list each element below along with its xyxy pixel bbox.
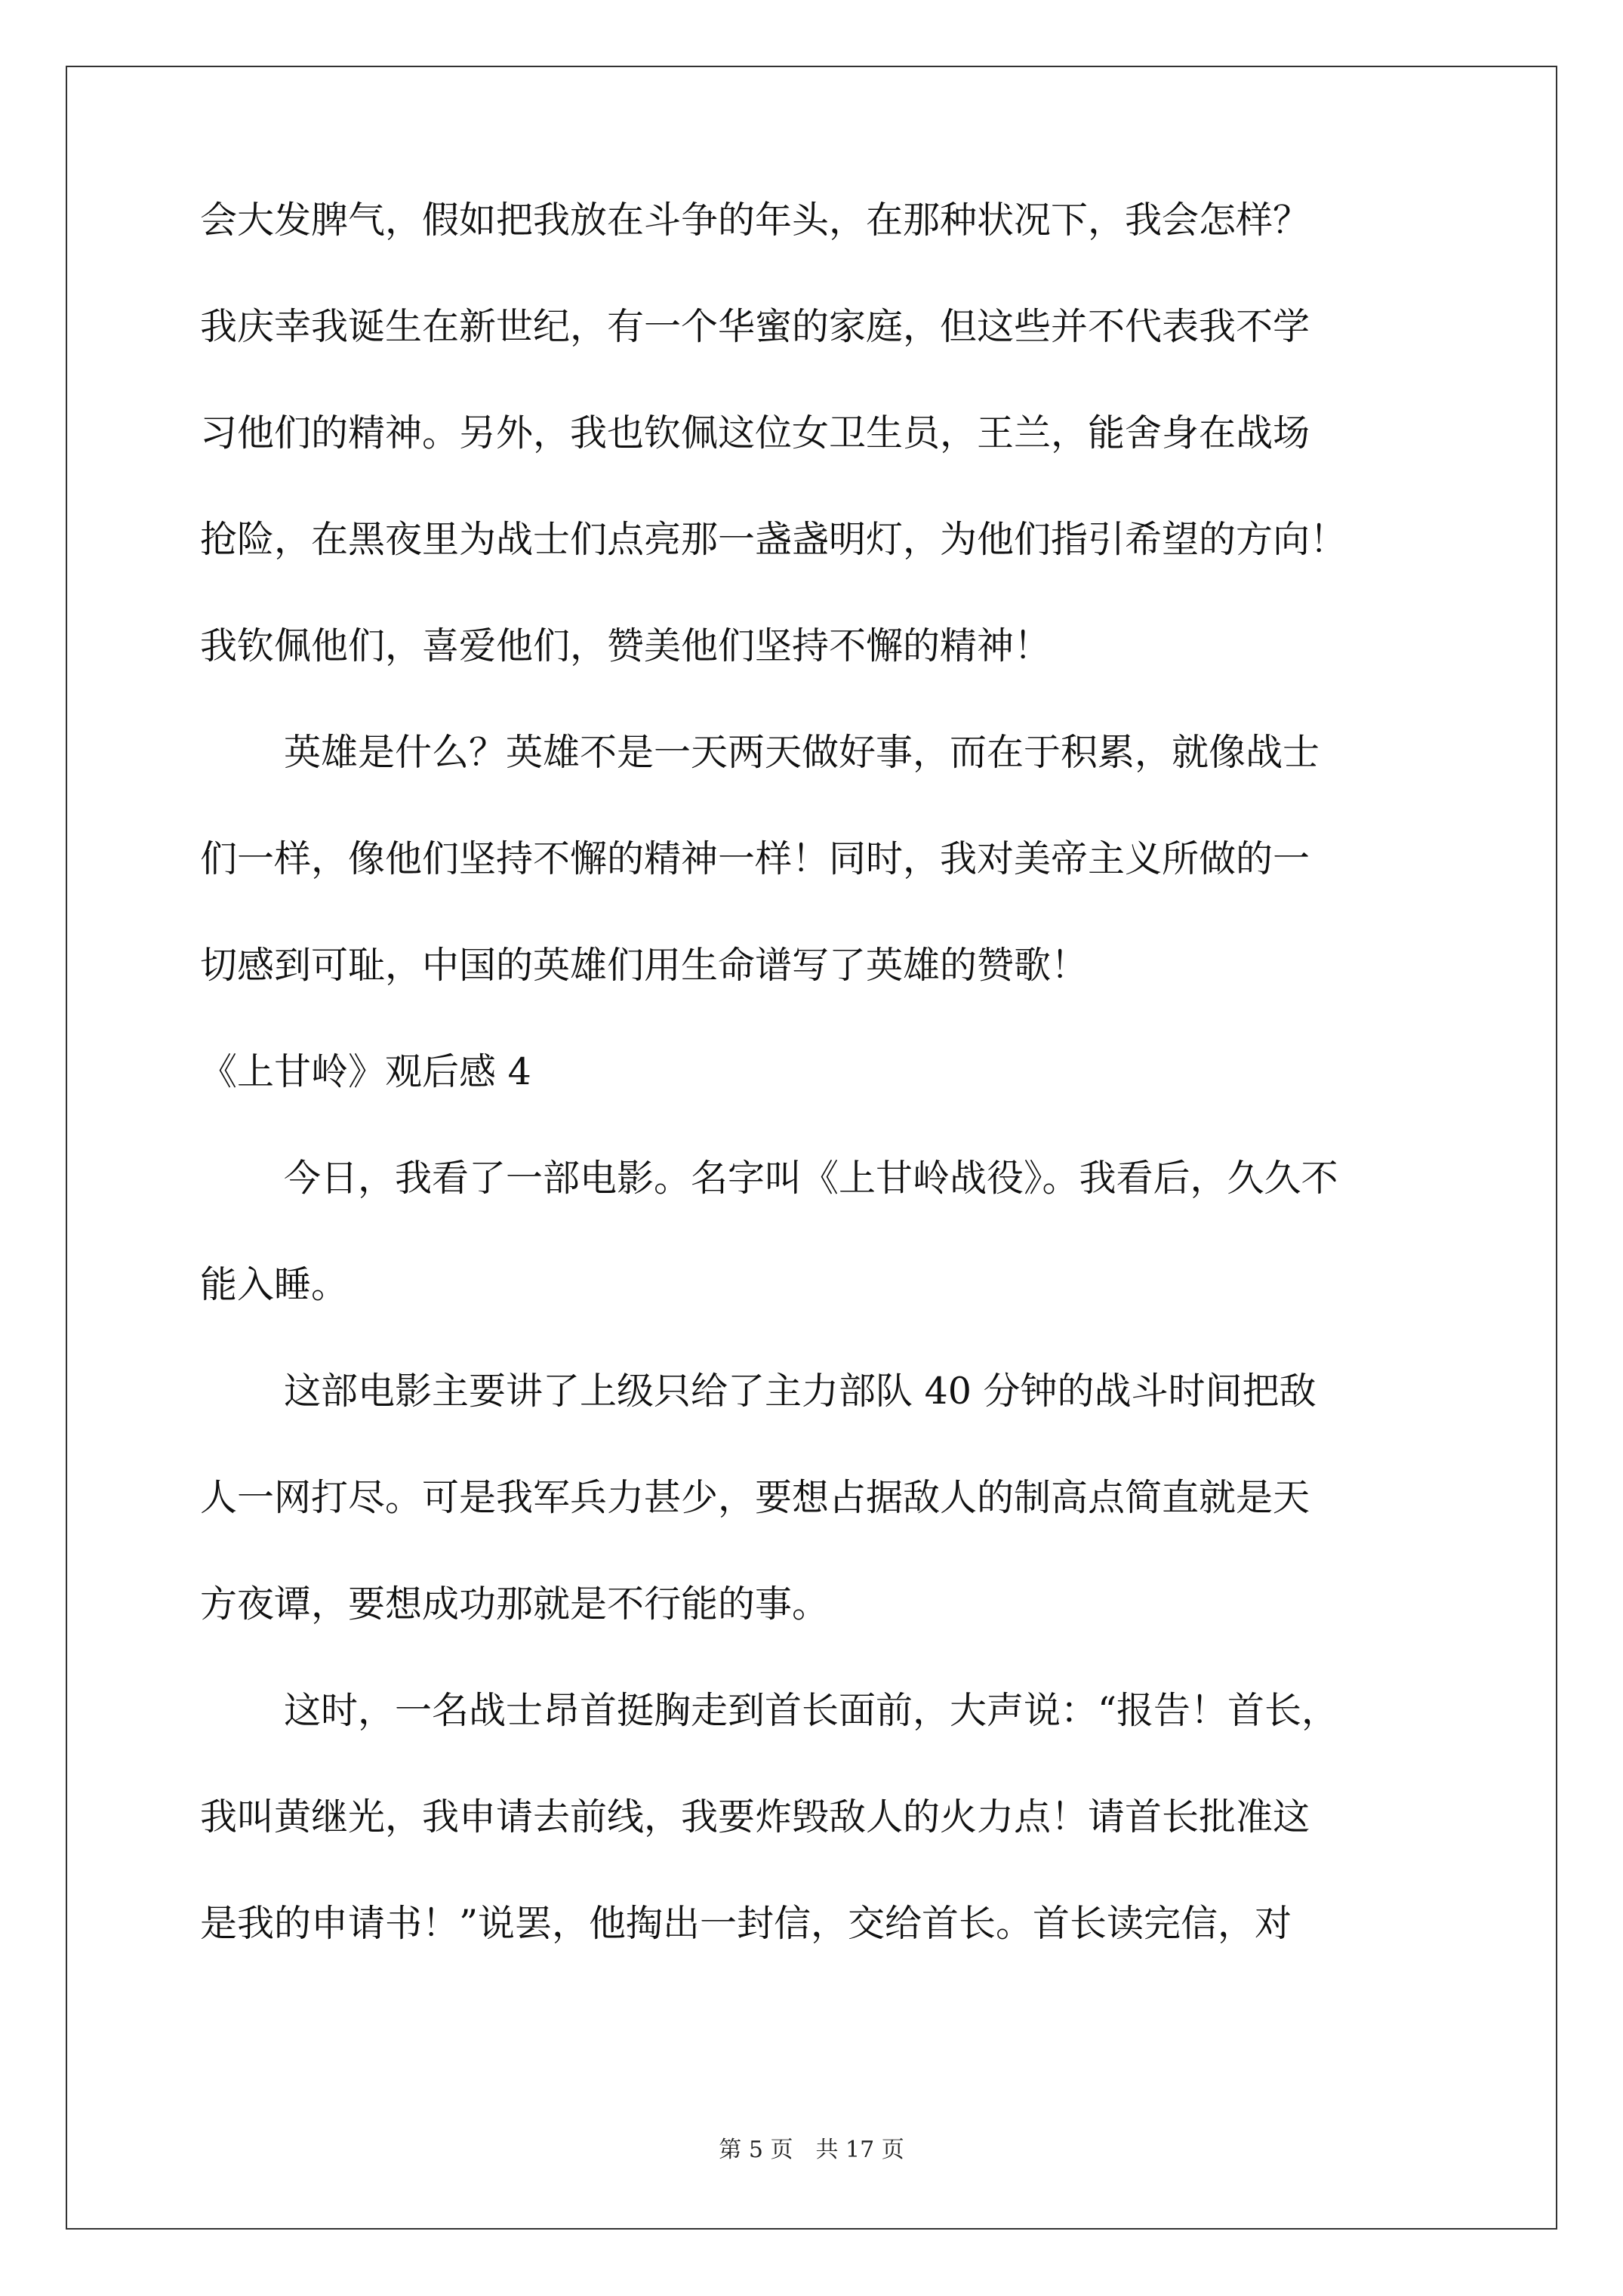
text-line: 我钦佩他们，喜爱他们，赞美他们坚持不懈的精神！: [200, 624, 1052, 667]
text-line: 我叫黄继光，我申请去前线，我要炸毁敌人的火力点！请首长批准这: [200, 1795, 1310, 1838]
text-line: 抢险，在黑夜里为战士们点亮那一盏盏明灯，为他们指引希望的方向！: [200, 518, 1347, 561]
paragraph-first-line: 英雄是什么？英雄不是一天两天做好事，而在于积累，就像战士: [284, 731, 1320, 774]
page-footer: 第 5 页 共 17 页: [719, 2137, 904, 2163]
section-heading: 《上甘岭》观后感 4: [200, 1050, 531, 1093]
text-line: 习他们的精神。另外，我也钦佩这位女卫生员，王兰，能舍身在战场: [200, 411, 1310, 455]
text-line: 们一样，像他们坚持不懈的精神一样！同时，我对美帝主义所做的一: [200, 837, 1310, 880]
text-line: 会大发脾气，假如把我放在斗争的年头，在那种状况下，我会怎样？: [200, 199, 1310, 242]
paragraph-first-line: 这时，一名战士昂首挺胸走到首长面前，大声说：“报告！首长，: [284, 1689, 1339, 1732]
text-line: 切感到可耻，中国的英雄们用生命谱写了英雄的赞歌！: [200, 944, 1089, 987]
text-line: 是我的申请书！”说罢，他掏出一封信，交给首长。首长读完信，对: [200, 1902, 1292, 1945]
text-line: 我庆幸我诞生在新世纪，有一个华蜜的家庭，但这些并不代表我不学: [200, 305, 1310, 348]
paragraph-first-line: 这部电影主要讲了上级只给了主力部队 40 分钟的战斗时间把敌: [284, 1370, 1317, 1413]
text-line: 方夜谭，要想成功那就是不行能的事。: [200, 1583, 830, 1626]
paragraph-first-line: 今日，我看了一部电影。名字叫《上甘岭战役》。我看后，久久不: [284, 1157, 1338, 1200]
text-line: 人一网打尽。可是我军兵力甚少，要想占据敌人的制高点简直就是天: [200, 1476, 1310, 1519]
text-line: 能入睡。: [200, 1263, 349, 1306]
